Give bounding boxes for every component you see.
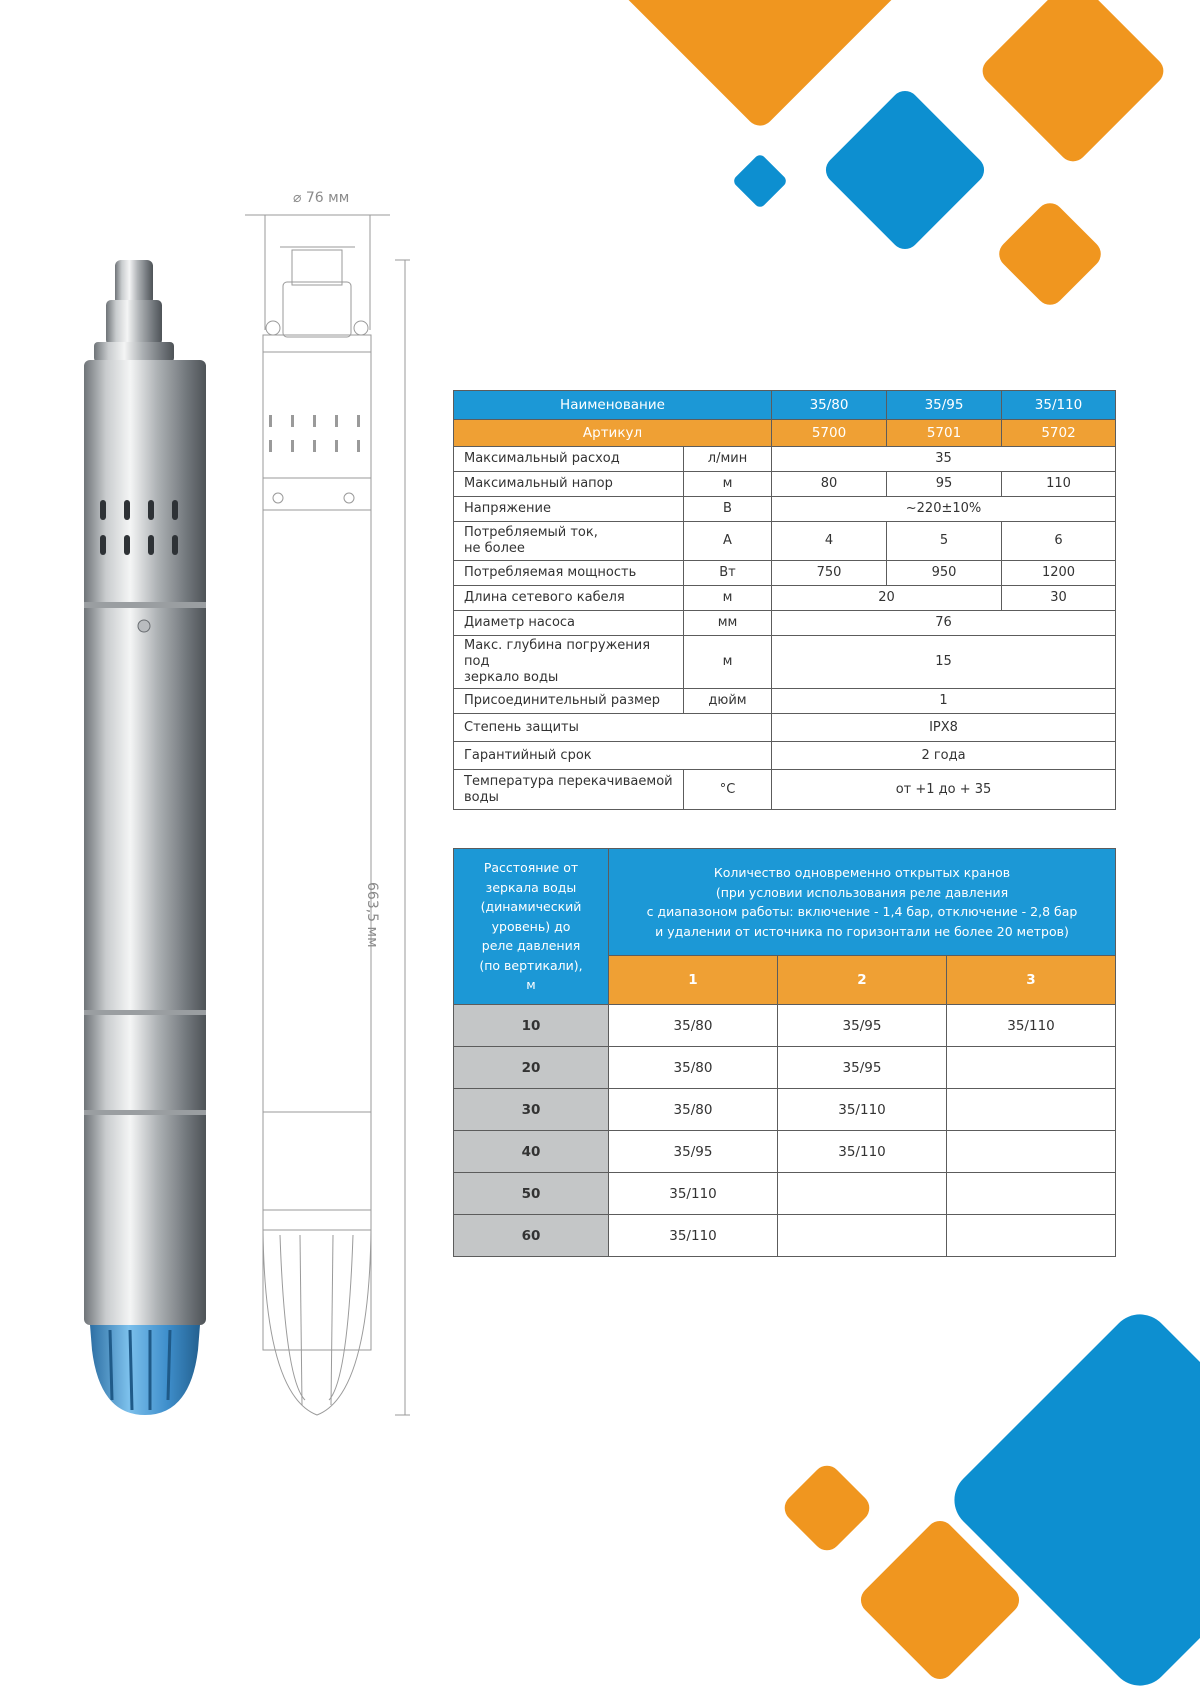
distance-cell: 10 [454,1005,609,1047]
spec-value: 80 [772,472,887,497]
spec-label: Степень защиты [454,714,772,742]
spec-unit: А [684,522,772,561]
spec-unit: м [684,586,772,611]
spec-label: Длина сетевого кабеля [454,586,684,611]
model-header: 35/110 [1002,391,1116,420]
deco-diamond-orange-bottom-small [779,1460,875,1556]
spec-value: 95 [887,472,1002,497]
spec-value: 2 года [772,742,1116,770]
table-row [454,1173,1116,1215]
model-cell: 35/80 [609,1005,778,1047]
table-row [454,1047,1116,1089]
model-cell [778,1215,947,1257]
model-cell [947,1131,1116,1173]
spec-row-diameter [454,611,1116,636]
model-header: 35/95 [887,391,1002,420]
spec-row-connection [454,689,1116,714]
spec-label-line: воды [464,789,499,805]
spec-label-line: зеркало воды [464,670,559,685]
article-value: 5700 [772,420,887,447]
model-cell: 35/110 [778,1131,947,1173]
spec-label: Диаметр насоса [454,611,684,636]
distance-header-line: (динамический [480,899,582,915]
article-row [454,420,1116,447]
spec-label-line: Потребляемый ток, [464,525,598,540]
crane-count-column: 3 [947,956,1116,1005]
spec-row-warranty [454,742,1116,770]
spec-value: 5 [887,522,1002,561]
crane-count-column: 2 [778,956,947,1005]
spec-label [454,522,684,561]
spec-value: 750 [772,561,887,586]
cranes-header-line: с диапазоном работы: включение - 1,4 бар, отключение - 2,8 бар [646,904,1078,919]
model-cell: 35/95 [778,1047,947,1089]
model-cell: 35/80 [609,1089,778,1131]
spec-row-cable [454,586,1116,611]
diameter-dimension-label: ⌀ 76 мм [293,190,350,206]
table-row [454,1005,1116,1047]
spec-label: Гарантийный срок [454,742,772,770]
spec-value: 30 [1002,586,1116,611]
spec-row-power [454,561,1116,586]
spec-label: Напряжение [454,497,684,522]
spec-value: 1200 [1002,561,1116,586]
distance-header-line: реле давления [481,938,581,954]
table-row [454,1089,1116,1131]
model-cell: 35/95 [609,1131,778,1173]
distance-header-line: м [526,977,536,993]
spec-unit: °С [684,770,772,810]
spec-value: от +1 до + 35 [772,770,1116,810]
spec-unit: дюйм [684,689,772,714]
spec-label-line: не более [464,541,525,556]
spec-value: 6 [1002,522,1116,561]
spec-label-line: Температура перекачиваемой [464,773,673,789]
spec-label [454,770,684,810]
distance-cell: 60 [454,1215,609,1257]
spec-row-current [454,522,1116,561]
distance-cell: 40 [454,1131,609,1173]
spec-unit: л/мин [684,447,772,472]
model-cell: 35/95 [778,1005,947,1047]
article-label: Артикул [454,420,772,447]
model-cell [947,1215,1116,1257]
deco-diamond-blue-mid [820,85,990,255]
model-cell [778,1173,947,1215]
deco-diamond-orange-top [619,0,902,131]
distance-header-line: Расстояние от [483,860,579,876]
deco-diamond-blue-small [732,153,789,210]
cranes-header-line: Количество одновременно открытых кранов [713,865,1011,880]
model-cell [947,1089,1116,1131]
spec-label [454,636,684,689]
spec-row-protection [454,714,1116,742]
spec-row-head [454,472,1116,497]
pump-photo [80,250,210,1420]
spec-label-line: Макс. глубина погружения под [464,638,651,669]
model-cell: 35/80 [609,1047,778,1089]
spec-value: 4 [772,522,887,561]
spec-value: ~220±10% [772,497,1116,522]
spec-unit: м [684,472,772,497]
article-value: 5701 [887,420,1002,447]
distance-cell: 50 [454,1173,609,1215]
spec-value: 20 [772,586,1002,611]
spec-label: Максимальный расход [454,447,684,472]
spec-value: IPX8 [772,714,1116,742]
article-value: 5702 [1002,420,1116,447]
cranes-header-row [454,849,1116,956]
deco-diamond-orange-mid [993,197,1106,310]
pump-drawing [245,200,415,1420]
distance-header-line: уровень) до [491,918,571,934]
model-cell: 35/110 [609,1215,778,1257]
spec-row-temperature [454,770,1116,810]
spec-value: 950 [887,561,1002,586]
distance-cell: 30 [454,1089,609,1131]
spec-header-row [454,391,1116,420]
spec-label: Присоединительный размер [454,689,684,714]
distance-header-line: зеркала воды [485,879,577,895]
cranes-table [453,848,1116,1257]
cranes-header-line: и удалении от источника по горизонтали не более 20 метров) [655,923,1069,939]
length-dimension-label: 663,5 мм [364,882,380,948]
spec-unit: В [684,497,772,522]
spec-unit: Вт [684,561,772,586]
spec-value: 110 [1002,472,1116,497]
spec-value: 35 [772,447,1116,472]
spec-row-flow [454,447,1116,472]
model-cell: 35/110 [947,1005,1116,1047]
table-row [454,1131,1116,1173]
model-cell: 35/110 [778,1089,947,1131]
model-cell: 35/110 [609,1173,778,1215]
crane-count-column: 1 [609,956,778,1005]
table-row [454,1215,1116,1257]
cranes-header-line: (при условии использования реле давления [715,884,1009,900]
model-header: 35/80 [772,391,887,420]
spec-table [453,390,1116,810]
spec-name-header: Наименование [454,391,772,420]
distance-cell: 20 [454,1047,609,1089]
spec-label: Потребляемая мощность [454,561,684,586]
spec-value: 1 [772,689,1116,714]
deco-diamond-orange-top-right [977,0,1169,167]
distance-header-line: (по вертикали), [479,957,583,973]
spec-value: 76 [772,611,1116,636]
spec-unit: мм [684,611,772,636]
spec-label: Максимальный напор [454,472,684,497]
spec-row-voltage [454,497,1116,522]
model-cell [947,1173,1116,1215]
cranes-count-header [609,849,1116,956]
spec-value: 15 [772,636,1116,689]
distance-header [454,849,609,1005]
model-cell [947,1047,1116,1089]
spec-row-depth [454,636,1116,689]
spec-unit: м [684,636,772,689]
